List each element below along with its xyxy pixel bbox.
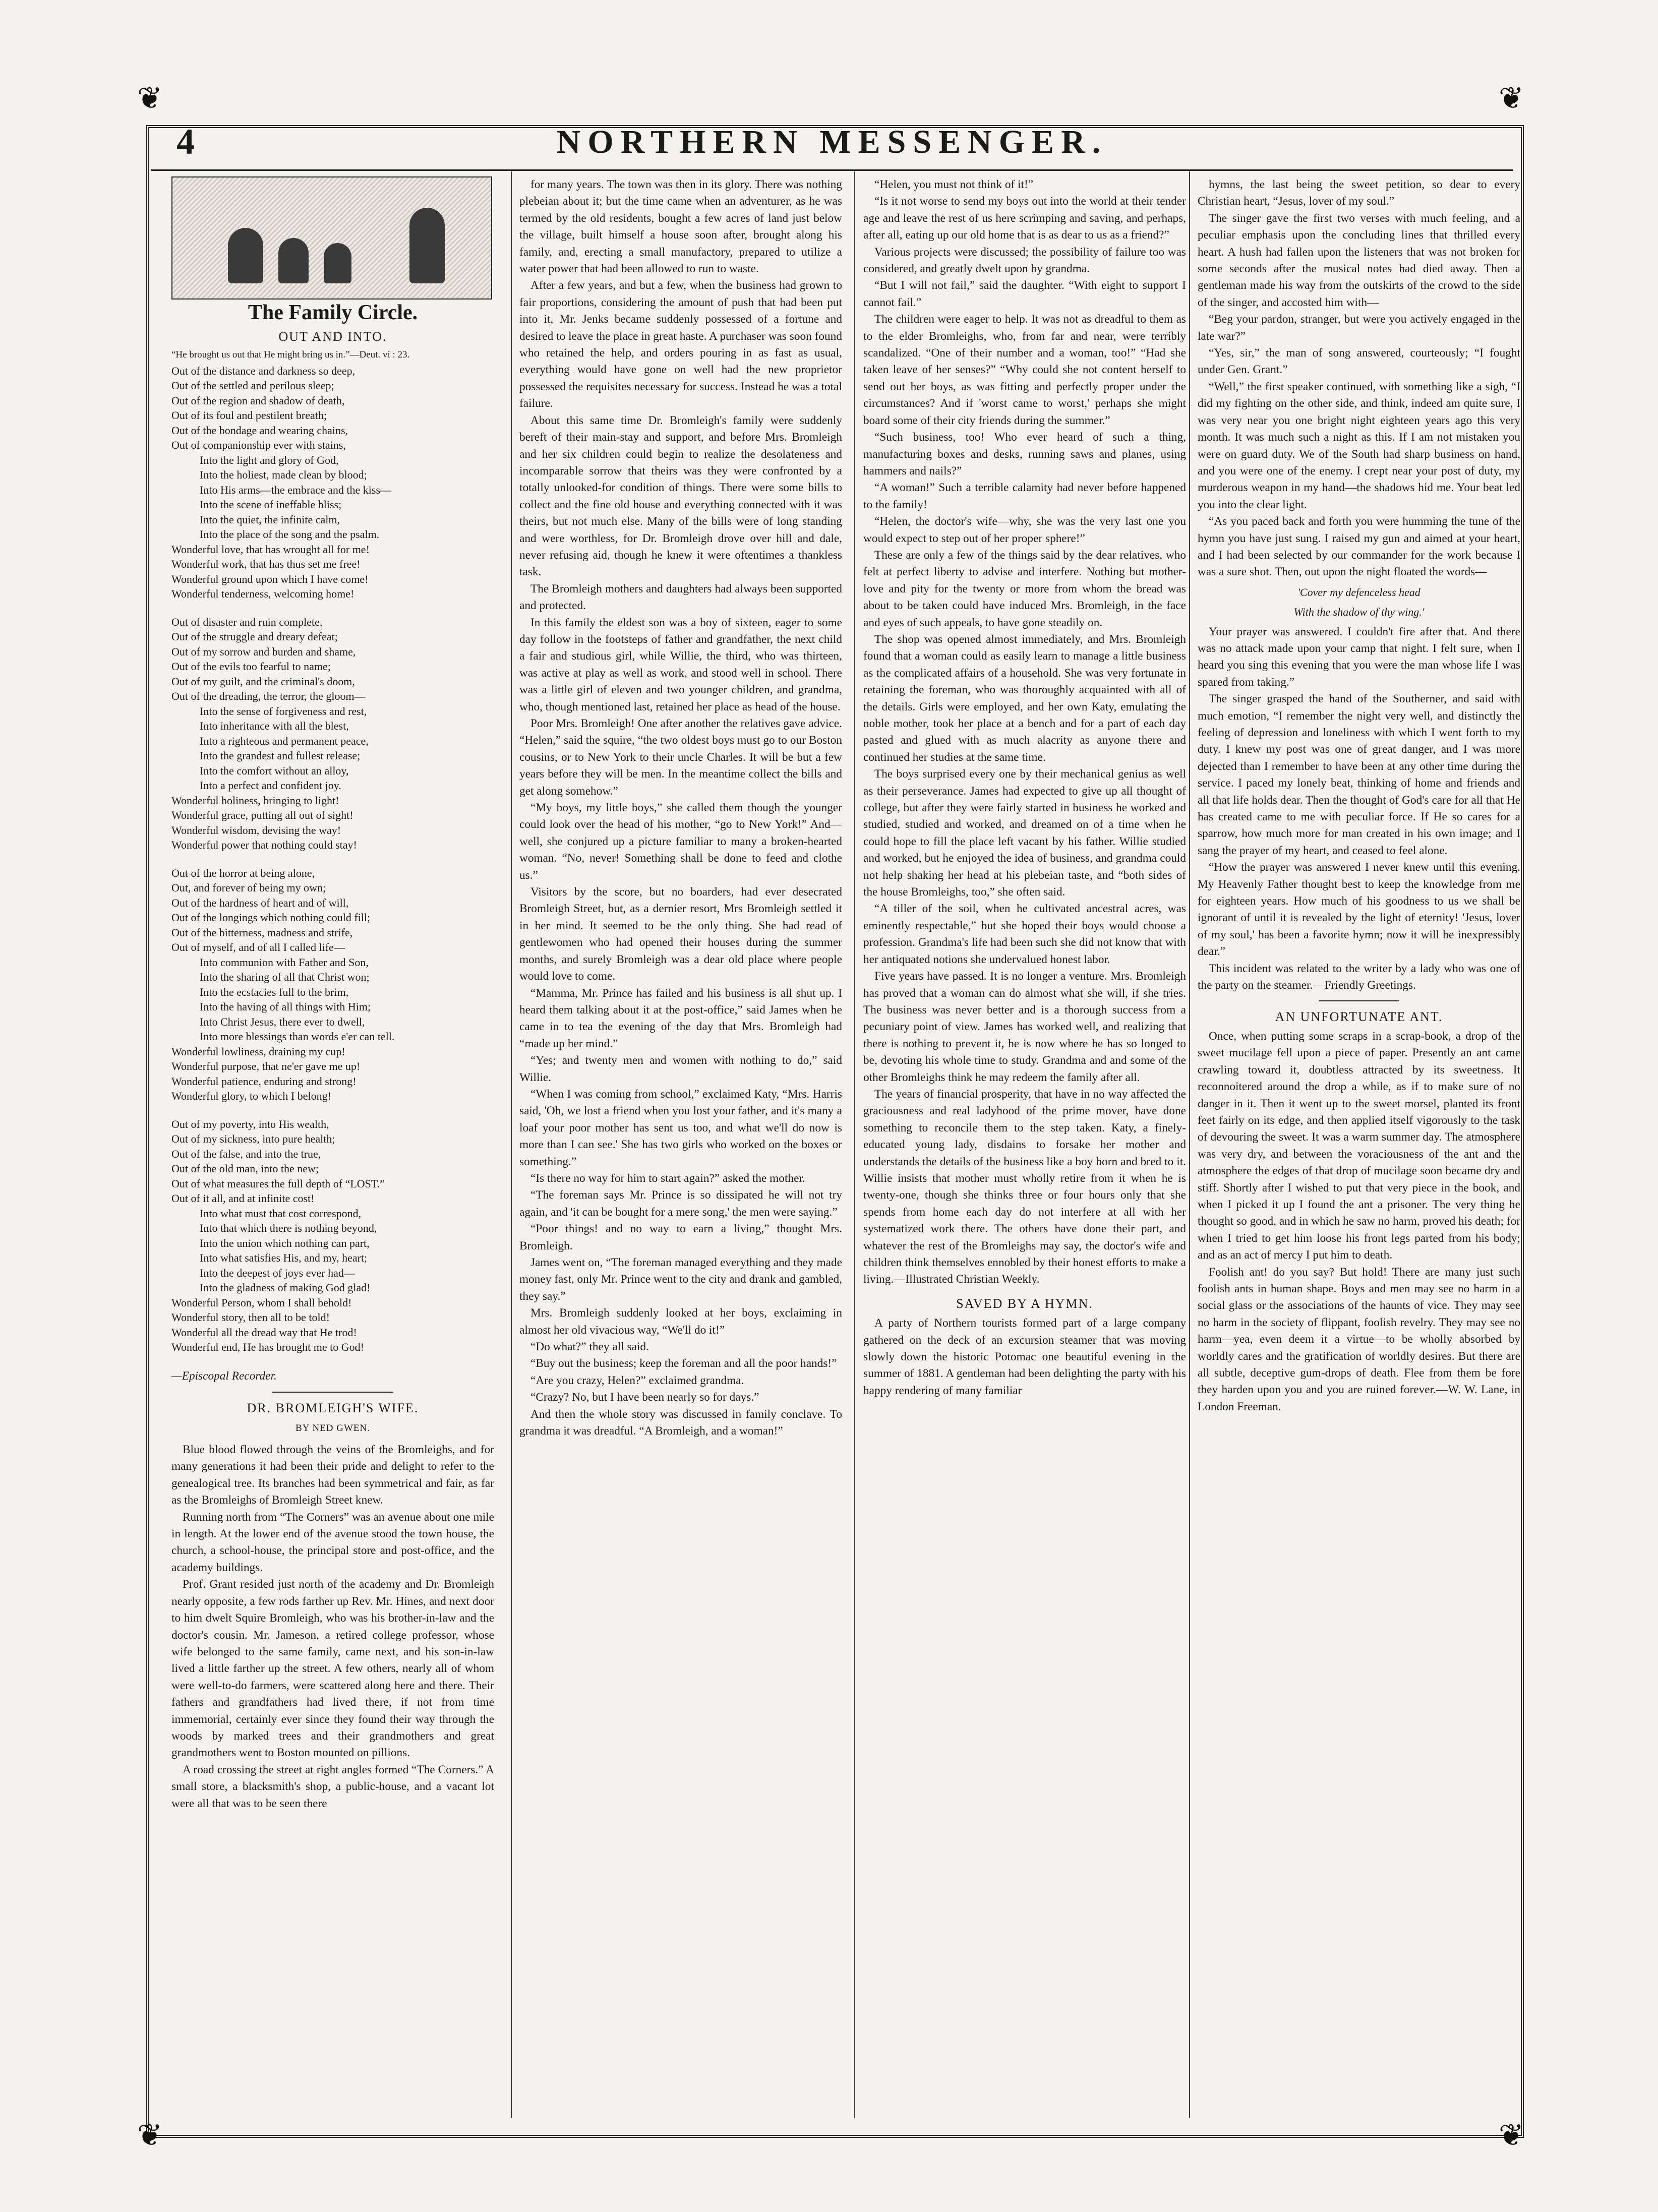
poem-line: Into what must that cost correspond, xyxy=(200,1207,362,1220)
poem-line: Out of the struggle and dreary defeat; xyxy=(171,630,338,643)
poem-line: Out of disaster and ruin complete, xyxy=(171,615,323,628)
paragraph: “Is there no way for him to start again?” asked the mother. xyxy=(530,1171,805,1185)
paragraph: The years of financial prosperity, that have in no way affected the graciousness and real ladyhood of the prime mover, have done something to reconcile them to the step taken. Katy, a finely-educated young lady, disdains to forsake her mother and understands the details of the business like a boy born and bred to it. Willie insists that mother must wholly retire from it when he is twenty-one, though she thinks three or four hours only that she spends from home each day do not interfere at all with her systematized work there. The others have done their part, and whatever the rest of the Bromleighs may say, the doctor's wife and children think themselves ennobled by their honest efforts to make a living.—Illustrated Christian Weekly. xyxy=(863,1087,1186,1286)
paragraph: Five years have passed. It is no longer a venture. Mrs. Bromleigh has proved that a woman can do almost what she will, if she tries. The business was never better and is a thorough success from a pecuniary point of view. James has worked well, and realizing that there is nothing to prevent it, he is now where he has so longed to be, devoting his whole time to study. Grandma and and some of the other Bromleighs think he may redeem the family after all. xyxy=(863,970,1186,1084)
poem-line: Wonderful end, He has brought me to God! xyxy=(171,1341,364,1354)
paragraph: “My boys, my little boys,” she called them though the younger could look over the head of his mother, “go to New York!” And—well, she conjured up a picture familiar to many a broken-hearted woman. “No, never! Something shall be done to feed and clothe us.” xyxy=(519,801,842,882)
poem-line: Into more blessings than words e'er can tell. xyxy=(200,1030,395,1043)
poem-line: Into the quiet, the infinite calm, xyxy=(200,513,340,526)
paragraph: Mrs. Bromleigh suddenly looked at her boys, exclaiming in almost her old vivacious way, “We'll do it!” xyxy=(519,1306,842,1337)
column-1 xyxy=(171,176,494,1812)
column-divider xyxy=(511,171,512,2118)
paragraph: Running north from “The Corners” was an avenue about one mile in length. At the lower end of the avenue stood the town house, the church, a school-house, the principal store and post-office, and the academy buildings. xyxy=(171,1510,494,1574)
poem-line: Into a perfect and confident joy. xyxy=(200,779,341,792)
poem-line: Out of what measures the full depth of “LOST.” xyxy=(171,1177,385,1190)
poem-stanza xyxy=(171,615,494,853)
poem-line: Wonderful work, that has thus set me free! xyxy=(171,558,361,571)
masthead-rule xyxy=(151,169,1513,171)
poem-line: Out of the horror at being alone, xyxy=(171,866,315,879)
poem-line: Wonderful wisdom, devising the way! xyxy=(171,823,341,836)
poem-line: Out, and forever of being my own; xyxy=(171,881,326,894)
poem-line: Out of my poverty, into His wealth, xyxy=(171,1117,329,1130)
poem-stanza xyxy=(171,866,494,1104)
poem-line: Into the comfort without an alloy, xyxy=(200,764,349,777)
paragraph: hymns, the last being the sweet petition, so dear to every Christian heart, “Jesus, lover of my soul.” xyxy=(1198,178,1520,208)
page-number: 4 xyxy=(176,122,195,162)
story-text-continued xyxy=(863,176,1186,1288)
paragraph: “Are you crazy, Helen?” exclaimed grandma. xyxy=(530,1373,744,1387)
poem-line: Wonderful story, then all to be told! xyxy=(171,1311,330,1324)
poem-line: Out of the region and shadow of death, xyxy=(171,394,345,407)
ornament-icon: ❦ xyxy=(1498,2119,1524,2152)
paragraph: The Bromleigh mothers and daughters had always been supported and protected. xyxy=(519,582,842,613)
paragraph: These are only a few of the things said by the dear relatives, who felt at perfect liberty to advise and interfere. Nothing but mother-love and pity for the twenty or more from whom the bread was about to be taken could have induced Mrs. Bromleigh, in the face and eyes of such appeals, to have gone steadily on. xyxy=(863,548,1186,629)
poem-line: Into His arms—the embrace and the kiss— xyxy=(200,483,392,496)
poem-line: Wonderful all the dread way that He trod! xyxy=(171,1326,357,1339)
poem-stanza xyxy=(171,1117,494,1355)
hymn-story-text-end xyxy=(1198,624,1520,994)
paragraph: “Buy out the business; keep the foreman and all the poor hands!” xyxy=(530,1357,837,1370)
hymn-story-text-continued xyxy=(1198,176,1520,581)
paragraph: After a few years, and but a few, when the business had grown to fair proportions, considering the amount of push that had been put into it, Mr. Jenks became suddenly possessed of a fortune and desired to leave the place in great haste. A purchaser was soon found who retained the help, and orders pouring in as fast as usual, everything would have gone on well had the new proprietor possessed the requisites necessary for success. Instead he was a total failure. xyxy=(519,279,842,410)
poem-line: Wonderful grace, putting all out of sight! xyxy=(171,809,353,822)
paragraph: “Poor things! and no way to earn a living,” thought Mrs. Bromleigh. xyxy=(519,1222,842,1252)
poem-line: Into the light and glory of God, xyxy=(200,453,339,466)
paragraph: “When I was coming from school,” exclaimed Katy, “Mrs. Harris said, 'Oh, we lost a friend when you lost your father, and it's many a loaf your poor mother has sent us too, and what we'll do now is more than I can see.' She has two girls who worked on the boxes or something.” xyxy=(519,1087,842,1168)
poem-line: Into what satisfies His, and my, heart; xyxy=(200,1251,368,1265)
poem-line: Out of companionship ever with stains, xyxy=(171,439,346,452)
poem-body xyxy=(171,364,494,1355)
poem-line: Into the place of the song and the psalm. xyxy=(200,528,380,541)
paragraph: “Such business, too! Who ever heard of such a thing, manufacturing boxes and desks, running saws and planes, using hammers and nails?” xyxy=(863,431,1186,477)
column-divider xyxy=(854,171,855,2118)
paragraph: “Crazy? No, but I have been nearly so for days.” xyxy=(530,1391,759,1404)
paragraph: “As you paced back and forth you were humming the tune of the hymn you have just sung. I raised my gun and aimed at your heart, and I had been selected by our commander for the work because I was a sure shot. Then, out upon the night floated the words— xyxy=(1198,515,1520,579)
column-4 xyxy=(1198,176,1520,1415)
poem-line: Into inheritance with all the blest, xyxy=(200,720,349,733)
paragraph: “Is it not worse to send my boys out into the world at their tender age and leave the rest of us here scrimping and saving, and perhaps, after all, eating up our old home that is as dear to us as a friend?” xyxy=(863,195,1186,242)
poem-line: Wonderful ground upon which I have come! xyxy=(171,572,369,585)
poem-line: Into the holiest, made clean by blood; xyxy=(200,468,367,482)
poem-line: Into the gladness of making God glad! xyxy=(200,1281,371,1294)
poem-line: Into that which there is nothing beyond, xyxy=(200,1222,377,1235)
poem-line: Out of my sorrow and burden and shame, xyxy=(171,645,356,658)
paragraph: In this family the eldest son was a boy of sixteen, eager to some day follow in the footsteps of father and grandfather, the next child a fair and studious girl, while Willie, the third, who was thirteen, was active at play as well as work, and stood well in school. There was a little girl of eleven and two younger children, and grandma, who, though mentioned last, retained her place as head of the house. xyxy=(519,616,842,713)
paragraph: “Well,” the first speaker continued, with something like a sigh, “I did my fighting on the other side, and think, indeed am quite sure, I was very near you one bright night eighteen years ago this very month. It was much such a night as this. If I am not mistaken you were on guard duty. We of the South had sharp business on hand, and you were one of the enemy. I crept near your post of duty, my murderous weapon in my hand—the shadows hid me. Your beat led you into the clear light. xyxy=(1198,380,1520,511)
paragraph: This incident was related to the writer by a lady who was one of the party on the steamer.—Friendly Greetings. xyxy=(1198,962,1520,992)
story-text-continued xyxy=(519,176,842,1440)
paragraph: The singer gave the first two verses with much feeling, and a peculiar emphasis upon the concluding lines that thrilled every heart. A hush had fallen upon the listeners that was not broken for some seconds after the musical notes had died away. Then a gentleman made his way from the outskirts of the crowd to the side of the singer, and accosted him with— xyxy=(1198,211,1520,309)
poem-stanza xyxy=(171,364,494,602)
paragraph: “Do what?” they all said. xyxy=(530,1340,649,1354)
poem-line: Out of the bondage and wearing chains, xyxy=(171,424,348,437)
divider xyxy=(272,1392,393,1393)
paragraph: Prof. Grant resided just north of the academy and Dr. Bromleigh nearly opposite, a few rods farther up Rev. Mr. Hines, and next door to him dwelt Squire Bromleigh, who was his brother-in-law and the doctor's cousin. Mr. Jameson, a retired college professor, whose wife belonged to the same family, came next, and his son-in-law lived a little farther up the street. A few others, nearly all of whom were well-to-do farmers, were scattered along here and there. Their fathers and grandfathers had lived there, if not from time immemorial, certainly ever since they found their way through the woods by marked trees and their grandmothers and great grandmothers went to Boston mounted on pillions. xyxy=(171,1578,494,1760)
paragraph: The shop was opened almost immediately, and Mrs. Bromleigh found that a woman could as easily learn to manage a little business as the complicated affairs of a household. She was very fortunate in retaining the foreman, who was thoroughly acquainted with all of the details. Girls were employed, and her own Katy, emulating the noble mother, took her place at a bench and for a part of each day pasted and glued with as much alacrity as anyone there and continued her studies at the same time. xyxy=(863,632,1186,764)
paragraph: A party of Northern tourists formed part of a large company gathered on the deck of an excursion steamer that was moving slowly down the historic Potomac one beautiful evening in the summer of 1881. A gentleman had been delighting the party with his happy rendering of many familiar xyxy=(863,1317,1186,1397)
section-title: The Family Circle. xyxy=(248,301,418,324)
ornament-icon: ❦ xyxy=(137,2119,163,2152)
poem-source: —Episcopal Recorder. xyxy=(171,1369,277,1383)
poem-line: Out of the distance and darkness so deep, xyxy=(171,364,356,377)
paragraph: Visitors by the score, but no boarders, had ever desecrated Bromleigh Street, but, as a dernier resort, Mrs Bromleigh settled it in her mind. It seemed to be the only thing. She had read of gentlewomen who had opened their houses during the summer months, and surely Bromleigh was a dear old place where people would love to come. xyxy=(519,885,842,983)
paragraph: “Helen, the doctor's wife—why, she was the very last one you would expect to step out of her proper sphere!” xyxy=(863,515,1186,545)
paragraph: “Mamma, Mr. Prince has failed and his business is all shut up. I heard them talking about it at the post-office,” said James when he came in to tea the evening of the day that Mrs. Bromleigh had “made up her mind.” xyxy=(519,986,842,1050)
poem-line: Wonderful tenderness, welcoming home! xyxy=(171,587,354,601)
poem-line: Into the having of all things with Him; xyxy=(200,1000,371,1013)
poem-line: Into communion with Father and Son, xyxy=(200,955,369,969)
poem-line: Out of my guilt, and the criminal's doom, xyxy=(171,675,355,688)
poem-line: Out of the evils too fearful to name; xyxy=(171,660,331,673)
poem-line: Into the scene of ineffable bliss; xyxy=(200,498,342,511)
ornament-icon: ❦ xyxy=(137,82,163,115)
newspaper-title: NORTHERN MESSENGER. xyxy=(556,124,1108,160)
poem-line: Into the sense of forgiveness and rest, xyxy=(200,704,367,718)
masthead xyxy=(166,121,1498,166)
paragraph: Foolish ant! do you say? But hold! There are many just such foolish ants in human shape. Boys and men may see no harm in a social glass or the associations of the haunts of vice. They may see no harm in the society of flippant, foolish revelry. They may see no harm—yea, even deem it a virtue—to be wholly absorbed by worldly cares and the gratification of worldly desires. But there are all subtle, deceptive gum-drops of death. Flee from them be fore they harden upon you and you are ruined forever.—W. W. Lane, in London Freeman. xyxy=(1198,1265,1520,1413)
paragraph: “Helen, you must not think of it!” xyxy=(874,178,1034,191)
poem-epigraph: “He brought us out that He might bring us in.”—Deut. vi : 23. xyxy=(171,349,410,360)
ant-story-title: AN UNFORTUNATE ANT. xyxy=(1275,1009,1443,1024)
paragraph: The singer grasped the hand of the Southerner, and said with much emotion, “I remember the night very well, and distinctly the feeling of depression and loneliness with which I went forth to my duty. I knew my post was one of great danger, and I was more dejected than I remember to have been at any other time during the service. I paced my lonely beat, thinking of home and friends and all that life holds dear. Then the thought of God's care for all that He has created came to me with peculiar force. If He so cares for a sparrow, how much more for man created in his own image; and I sang the prayer of my heart, and ceased to feel alone. xyxy=(1198,692,1520,857)
poem-title: OUT AND INTO. xyxy=(278,329,387,344)
poem-line: Wonderful power that nothing could stay! xyxy=(171,839,357,852)
poem-line: Out of myself, and of all I called life— xyxy=(171,941,345,954)
paragraph: “A woman!” Such a terrible calamity had never before happened to the family! xyxy=(863,481,1186,511)
ornament-icon: ❦ xyxy=(1498,82,1524,115)
poem-line: Out of the longings which nothing could fill; xyxy=(171,911,371,924)
paragraph: “A tiller of the soil, when he cultivated ancestral acres, was eminently respectable,” but she hoped their boys would choose a profession. Grandma's life had been such she did not know that with her antiquated notions she undervalued honest labor. xyxy=(863,902,1186,966)
paragraph: “How the prayer was answered I never knew until this evening. My Heavenly Father thought best to keep the knowledge from me for eighteen years. How much of his goodness to us we shall be ignorant of until it is revealed by the light of eternity! 'Jesus, lover of my soul,' has been a favorite hymn; now it will be inexpressibly dear.” xyxy=(1198,861,1520,959)
column-3 xyxy=(863,176,1186,1399)
poem-line: Into the deepest of joys ever had— xyxy=(200,1266,355,1279)
poem-line: Out of the false, and into the true, xyxy=(171,1147,321,1160)
paragraph: About this same time Dr. Bromleigh's family were suddenly bereft of their main-stay and support, and before Mrs. Bromleigh and her six children could begin to realize the desolateness and incomparable sorrow that theirs was they were confronted by a totally unlooked-for condition of things. There were some bills to collect and the fine old house and everything connected with it was theirs, but not much else. Many of the bills were of long standing and were worthless, for Dr. Bromleigh drove over hill and dale, never refusing aid, though he knew it were oftentimes a thankless task. xyxy=(519,413,842,579)
poem-line: Wonderful holiness, bringing to light! xyxy=(171,794,339,807)
poem-line: Into the union which nothing can part, xyxy=(200,1236,370,1249)
quote-line: With the shadow of thy wing.' xyxy=(1293,606,1425,619)
hymn-quote xyxy=(1198,584,1520,621)
poem-line: Out of the old man, into the new; xyxy=(171,1162,319,1175)
paragraph: Poor Mrs. Bromleigh! One after another the relatives gave advice. “Helen,” said the squire, “the two oldest boys must go to our Boston cousins, or to New York to their uncle Charles. It will be but a few years before they will be men. In the meantime collect the bills and get along somehow.” xyxy=(519,717,842,798)
poem-line: Into Christ Jesus, there ever to dwell, xyxy=(200,1015,365,1028)
poem-line: Out of the bitterness, madness and strife, xyxy=(171,926,353,939)
story-byline: BY NED GWEN. xyxy=(295,1422,370,1433)
paragraph: Once, when putting some scraps in a scrap-book, a drop of the sweet mucilage fell upon a piece of paper. Presently an ant came crawling toward it, doubtless attracted by its sweetness. It reconnoitered around the drop a while, as if to make sure of no danger in it. Then it went up to the sweet morsel, planted its front feet fairly on its edge, and then applied itself vigorously to the task of devouring the sweet. It was a warm summer day. The atmosphere was very dry, and between the voraciousness of the ant and the atmosphere the edges of that drop of mucilage soon became dry and stiff. Shortly after I wished to put that very piece in the book, and when I picked it up I found the ant a prisoner. The very thing he thought so good, and in which he saw no harm, proved his death; for when I tried to get him loose his front legs parted from his body; and as an act of mercy I put him to death. xyxy=(1198,1029,1520,1262)
paragraph: “But I will not fail,” said the daughter. “With eight to support I cannot fail.” xyxy=(863,279,1186,309)
hymn-story-text xyxy=(863,1315,1186,1399)
poem-line: Out of the settled and perilous sleep; xyxy=(171,379,334,392)
family-circle-illustration xyxy=(171,176,492,300)
poem-line: Into a righteous and permanent peace, xyxy=(200,734,369,747)
poem-line: Wonderful purpose, that ne'er gave me up! xyxy=(171,1060,361,1073)
poem-line: Out of the dreading, the terror, the gloom— xyxy=(171,690,366,703)
divider xyxy=(1319,1000,1399,1001)
poem-line: Wonderful love, that has wrought all for me! xyxy=(171,543,370,556)
poem-line: Out of its foul and pestilent breath; xyxy=(171,409,327,422)
poem-line: Wonderful patience, enduring and strong! xyxy=(171,1074,357,1088)
poem-line: Wonderful Person, whom I shall behold! xyxy=(171,1296,352,1309)
poem-line: Into the sharing of all that Christ won; xyxy=(200,971,370,984)
hymn-story-title: SAVED BY A HYMN. xyxy=(956,1296,1093,1311)
paragraph: A road crossing the street at right angles formed “The Corners.” A small store, a blacksmith's shop, a public-house, and a vacant lot were all that was to be seen there xyxy=(171,1763,494,1810)
paragraph: for many years. The town was then in its glory. There was nothing plebeian about it; but the time came when an adventurer, as he was termed by the old residents, bought a few acres of land just below the village, built himself a house soon after, brought along his family, and, erecting a small manufactory, prepared to utilize a water power that had been allowed to run to waste. xyxy=(519,178,842,276)
paragraph: Various projects were discussed; the possibility of failure too was considered, and greatly dwelt upon by grandma. xyxy=(863,245,1186,276)
paragraph: “The foreman says Mr. Prince is so dissipated he will not try again, and 'it can be bought for a mere song,' the men were saying.” xyxy=(519,1188,842,1219)
poem-line: Wonderful lowliness, draining my cup! xyxy=(171,1045,345,1058)
column-divider xyxy=(1189,171,1190,2118)
paragraph: Blue blood flowed through the veins of the Bromleighs, and for many generations it had been their pride and delight to refer to the genealogical tree. Its branches had been symmetrical and fair, as far as the Bromleighs of Bromleigh Street knew. xyxy=(171,1443,494,1507)
story-text xyxy=(171,1442,494,1812)
poem-line: Out of my sickness, into pure health; xyxy=(171,1132,335,1146)
paragraph: And then the whole story was discussed in family conclave. To grandma it was dreadful. “A Bromleigh, and a woman!” xyxy=(519,1407,842,1438)
paragraph: Your prayer was answered. I couldn't fire after that. And there was no attack made upon your camp that night. I felt sure, when I heard you sing this evening that you were the man whose life I was spared from taking.” xyxy=(1198,625,1520,689)
paragraph: The boys surprised every one by their mechanical genius as well as their perseverance. James had expected to give up all thought of college, but after they were fairly started in business he worked and studied, studied and worked, and dreamed on of a time when he could hope to fill the place left vacant by his father. Willie studied and worked, but he enjoyed the idea of business, and grandma could not help shaking her head at his plebeian taste, and “both sides of the house Bromleighs, too,” she often said. xyxy=(863,767,1186,899)
paragraph: James went on, “The foreman managed everything and they made money fast, only Mr. Prince went to the city and drank and gambled, they say.” xyxy=(519,1256,842,1303)
ant-story-text xyxy=(1198,1028,1520,1415)
poem-line: Wonderful glory, to which I belong! xyxy=(171,1090,331,1103)
paragraph: The children were eager to help. It was not as dreadful to them as to the elder Bromleighs, who, from far and near, were terribly scandalized. “One of their number and a woman, too!” “Had she taken leave of her senses?” “Why could she not content herself to send out her boys, as was fitting and perfectly proper under the circumstances? And if 'worst came to worst,' perhaps she might board some of their city friends during the summer.” xyxy=(863,313,1186,427)
paragraph: “Yes, sir,” the man of song answered, courteously; “I fought under Gen. Grant.” xyxy=(1198,346,1520,377)
poem-line: Into the grandest and fullest release; xyxy=(200,749,361,762)
paragraph: “Yes; and twenty men and women with nothing to do,” said Willie. xyxy=(519,1054,842,1084)
quote-line: 'Cover my defenceless head xyxy=(1297,585,1420,599)
paragraph: “Beg your pardon, stranger, but were you actively engaged in the late war?” xyxy=(1198,313,1520,343)
poem-line: Out of it all, and at infinite cost! xyxy=(171,1192,315,1205)
column-2 xyxy=(519,176,842,1440)
poem-line: Out of the hardness of heart and of will, xyxy=(171,896,349,909)
poem-line: Into the ecstacies full to the brim, xyxy=(200,985,349,998)
story-title: DR. BROMLEIGH'S WIFE. xyxy=(247,1401,419,1416)
